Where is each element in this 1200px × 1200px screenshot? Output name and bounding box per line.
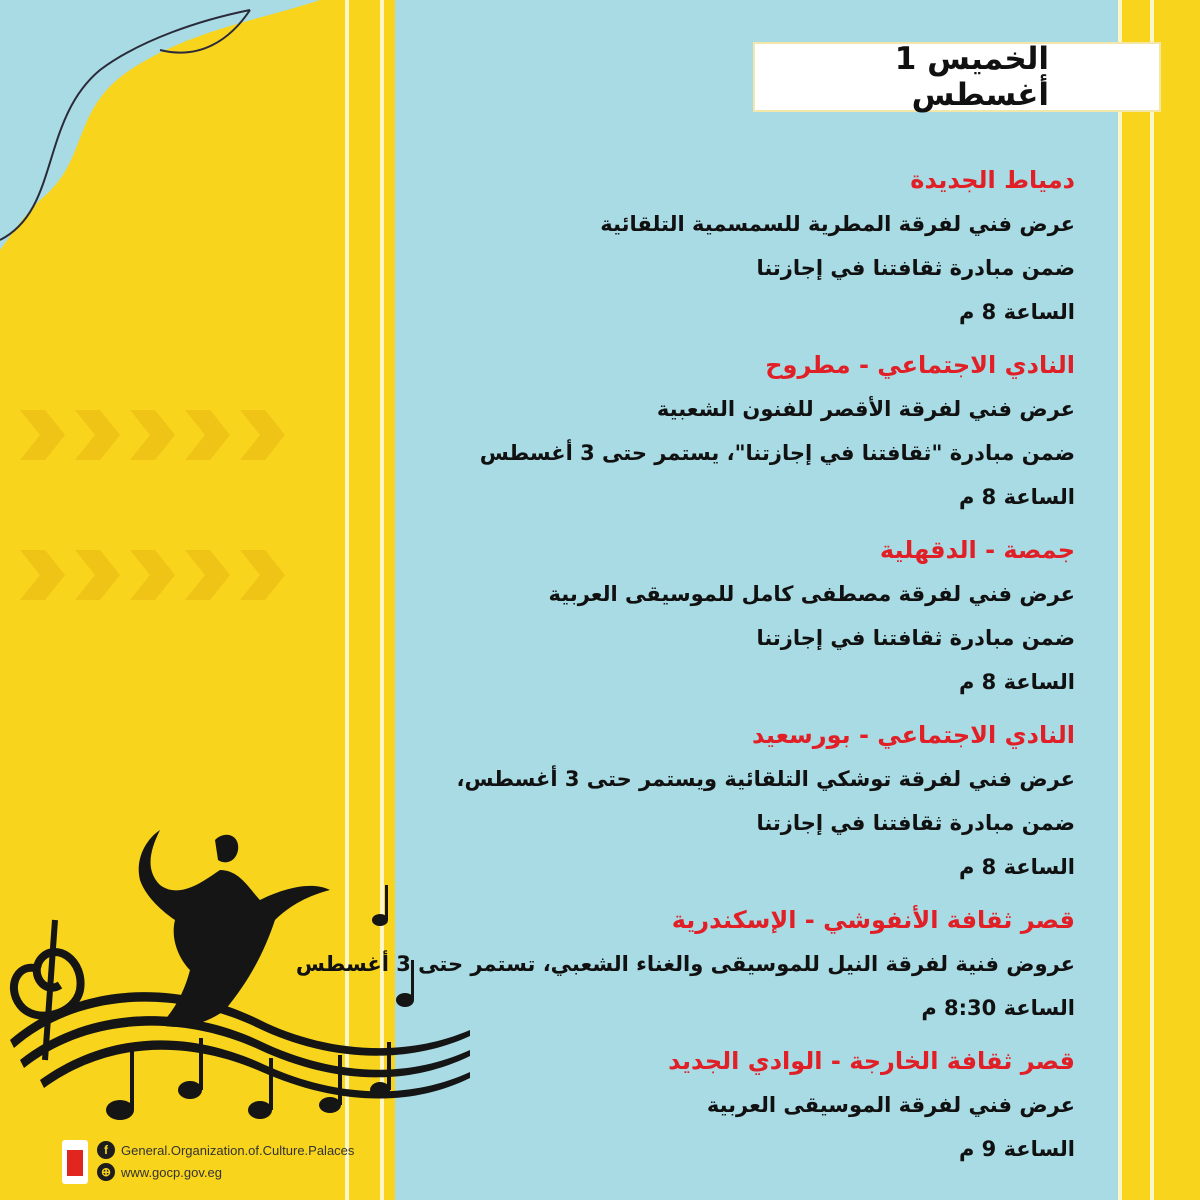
- event-time: الساعة 8 م: [958, 300, 1075, 324]
- event-venue: دمياط الجديدة: [910, 166, 1075, 194]
- date-title-box: [753, 42, 1161, 112]
- event-time: الساعة 8 م: [958, 670, 1075, 694]
- chevron-decoration: [20, 545, 320, 605]
- event-item: [375, 158, 1075, 334]
- event-venue: النادي الاجتماعي - مطروح: [765, 351, 1075, 379]
- organization-logo: [62, 1140, 88, 1184]
- globe-icon: ⊕: [97, 1163, 115, 1181]
- event-venue: قصر ثقافة الأنفوشي - الإسكندرية: [671, 906, 1075, 934]
- event-item: [375, 528, 1075, 704]
- facebook-text: General.Organization.of.Culture.Palaces: [121, 1142, 355, 1158]
- logo-mark: [67, 1150, 83, 1176]
- event-time: الساعة 8 م: [958, 855, 1075, 879]
- event-line: ضمن مبادرة "ثقافتنا في إجازتنا"، يستمر حتى 3 أغسطس: [479, 441, 1075, 465]
- event-item: [375, 343, 1075, 519]
- event-time: الساعة 9 م: [958, 1137, 1075, 1161]
- event-line: ضمن مبادرة ثقافتنا في إجازتنا: [756, 256, 1075, 280]
- event-line: عرض فني لفرقة الأقصر للفنون الشعبية: [656, 397, 1075, 421]
- facebook-link[interactable]: [97, 1141, 354, 1159]
- decor-line: [1118, 0, 1122, 1200]
- event-line: عرض فني لفرقة الموسيقى العربية: [706, 1093, 1075, 1117]
- blue-wave-decoration: [0, 0, 400, 290]
- event-time: الساعة 8:30 م: [921, 996, 1075, 1020]
- event-time: الساعة 8 م: [958, 485, 1075, 509]
- event-item: [375, 1039, 1075, 1171]
- website-text: www.gocp.gov.eg: [121, 1164, 222, 1180]
- date-title: الخميس 1 أغسطس: [894, 41, 1049, 113]
- event-line: ضمن مبادرة ثقافتنا في إجازتنا: [756, 626, 1075, 650]
- event-item: [375, 713, 1075, 889]
- website-link[interactable]: [97, 1163, 222, 1181]
- event-venue: جمصة - الدقهلية: [879, 536, 1075, 564]
- event-venue: النادي الاجتماعي - بورسعيد: [751, 721, 1075, 749]
- facebook-icon: f: [97, 1141, 115, 1159]
- event-line: عرض فني لفرقة توشكي التلقائية ويستمر حتى 3 أغسطس،: [456, 767, 1075, 791]
- event-line: عرض فني لفرقة المطرية للسمسمية التلقائية: [600, 212, 1075, 236]
- event-line: عروض فنية لفرقة النيل للموسيقى والغناء الشعبي، تستمر حتى 3 أغسطس: [295, 952, 1075, 976]
- event-line: ضمن مبادرة ثقافتنا في إجازتنا: [756, 811, 1075, 835]
- event-line: عرض فني لفرقة مصطفى كامل للموسيقى العربية: [548, 582, 1075, 606]
- events-list: [295, 158, 1075, 1180]
- chevron-decoration: [20, 405, 320, 465]
- right-yellow-strip: [1120, 0, 1200, 1200]
- decor-line: [1150, 0, 1154, 1200]
- event-venue: قصر ثقافة الخارجة - الوادي الجديد: [668, 1047, 1075, 1075]
- event-item: [295, 898, 1075, 1030]
